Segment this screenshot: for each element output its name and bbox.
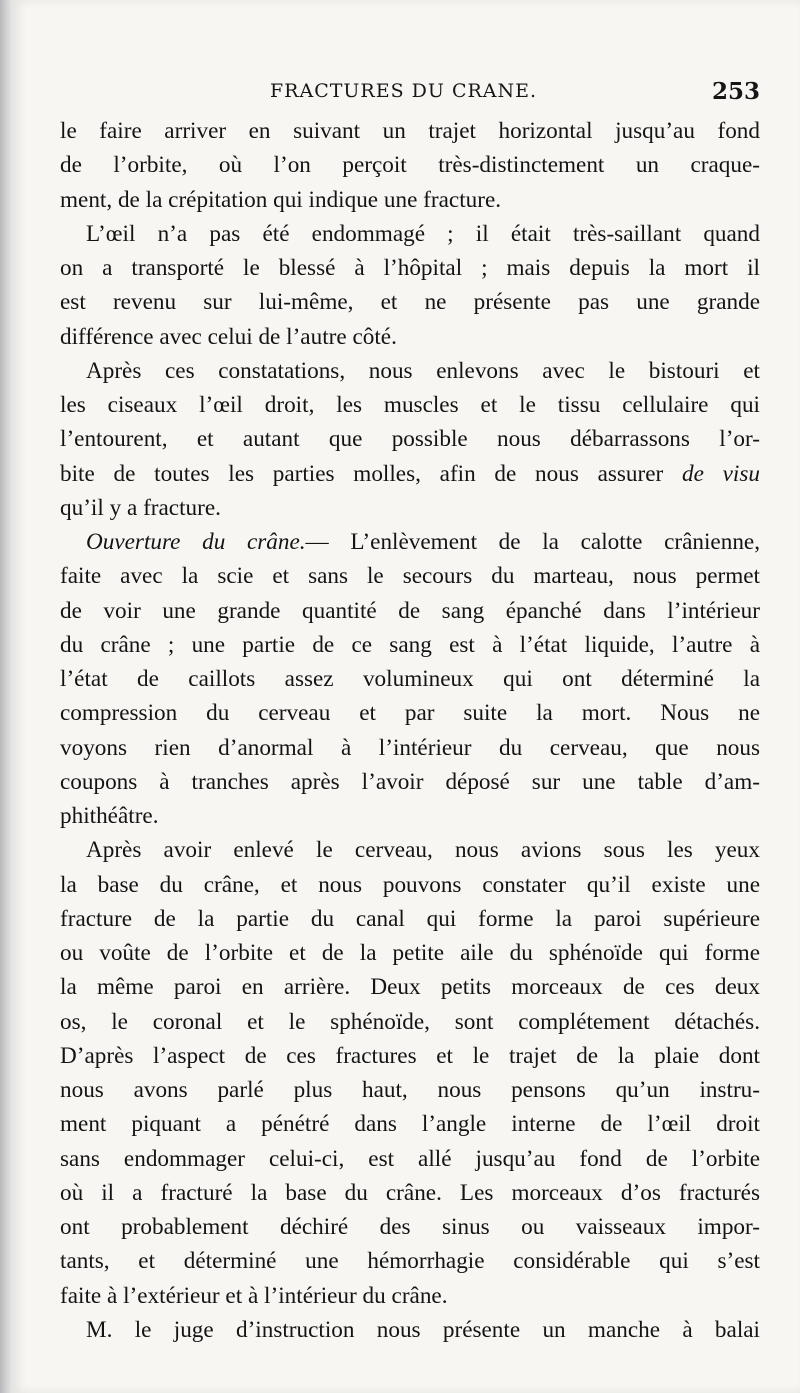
text-line: [60, 217, 760, 251]
text-line: [60, 457, 760, 491]
book-page: [12, 0, 800, 1393]
text-line: la base du crâne, et nous pouvons constater qu’il existe une: [60, 871, 760, 898]
text-line: où il a fracturé la base du crâne. Les morceaux d’os fracturés: [60, 1179, 760, 1206]
text-line-content: — L’enlèvement de la calotte crânienne,: [305, 529, 760, 555]
text-line-content: Après ces constatations, nous enlevons avec le bistouri et: [86, 357, 760, 384]
text-line: ont probablement déchiré des sinus ou vaisseaux impor-: [60, 1214, 760, 1240]
page-number: 253: [711, 78, 760, 105]
text-line-content: L’œil n’a pas été endommagé ; il était très-saillant quand: [86, 220, 760, 247]
body-text: [60, 114, 760, 1347]
text-line: l’état de caillots assez volumineux qui ont déterminé la: [60, 666, 760, 692]
paragraph-1: [60, 114, 760, 217]
text-line-content: bite de toutes les parties molles, afin de nous assurer: [60, 460, 664, 487]
text-line-content: Après avoir enlevé le cerveau, nous avions sous les yeux: [86, 837, 760, 864]
text-line: est revenu sur lui-même, et ne présente pas une grande: [60, 289, 760, 316]
text-line: [60, 1313, 760, 1347]
text-line: [60, 525, 760, 559]
text-line: coupons à tranches après l’avoir déposé sur une table d’am-: [60, 768, 760, 795]
text-line: qu’il y a fracture.: [60, 494, 221, 521]
text-line: différence avec celui de l’autre côté.: [60, 323, 397, 350]
text-line: le faire arriver en suivant un trajet horizontal jusqu’au fond: [60, 118, 760, 144]
text-line: faite avec la scie et sans le secours du marteau, nous permet: [60, 563, 760, 590]
paragraph-4: [60, 525, 760, 833]
text-line: phithéâtre.: [60, 803, 159, 829]
text-line: faite à l’extérieur et à l’intérieur du crâne.: [60, 1282, 448, 1309]
paragraph-5: [60, 833, 760, 1313]
section-heading: Ouverture du crâne.: [86, 529, 306, 555]
text-line: ment, de la crépitation qui indique une fracture.: [60, 186, 502, 213]
page-binding-edge: [0, 0, 12, 1393]
text-line: du crâne ; une partie de ce sang est à l’état liquide, l’autre à: [60, 631, 760, 658]
text-line: [60, 833, 760, 867]
paragraph-2: [60, 217, 760, 354]
text-line: fracture de la partie du canal qui forme la paroi supérieure: [60, 905, 760, 932]
text-line: voyons rien d’anormal à l’intérieur du cerveau, que nous: [60, 734, 760, 761]
text-line: les ciseaux l’œil droit, les muscles et le tissu cellulaire qui: [60, 392, 760, 418]
text-line: sans endommager celui-ci, est allé jusqu’au fond de l’orbite: [60, 1145, 760, 1172]
text-line: l’entourent, et autant que possible nous débarrassons l’or-: [60, 426, 760, 453]
paragraph-3: [60, 354, 760, 525]
text-line: ou voûte de l’orbite et de la petite aile du sphénoïde qui forme: [60, 940, 760, 966]
running-header: [60, 76, 760, 106]
text-line: ment piquant a pénétré dans l’angle interne de l’œil droit: [60, 1111, 760, 1138]
text-line: de l’orbite, où l’on perçoit très-distinctement un craque-: [60, 152, 760, 179]
running-title: FRACTURES DU CRANE.: [270, 80, 538, 102]
text-line: tants, et déterminé une hémorrhagie considérable qui s’est: [60, 1248, 760, 1275]
text-line: de voir une grande quantité de sang épanché dans l’intérieur: [60, 597, 760, 624]
text-line: nous avons parlé plus haut, nous pensons qu’un instru-: [60, 1077, 760, 1103]
text-line: D’après l’aspect de ces fractures et le trajet de la plaie dont: [60, 1042, 760, 1069]
text-line: os, le coronal et le sphénoïde, sont complétement détachés.: [60, 1008, 760, 1035]
text-line: compression du cerveau et par suite la mort. Nous ne: [60, 700, 760, 727]
text-line: [60, 354, 760, 388]
paragraph-6: [60, 1313, 760, 1347]
italic-phrase: de visu: [682, 460, 760, 487]
text-line: la même paroi en arrière. Deux petits morceaux de ces deux: [60, 974, 760, 1001]
text-line: on a transporté le blessé à l’hôpital ; mais depuis la mort il: [60, 255, 760, 281]
text-line-content: M. le juge d’instruction nous présente un manche à balai: [86, 1316, 760, 1343]
